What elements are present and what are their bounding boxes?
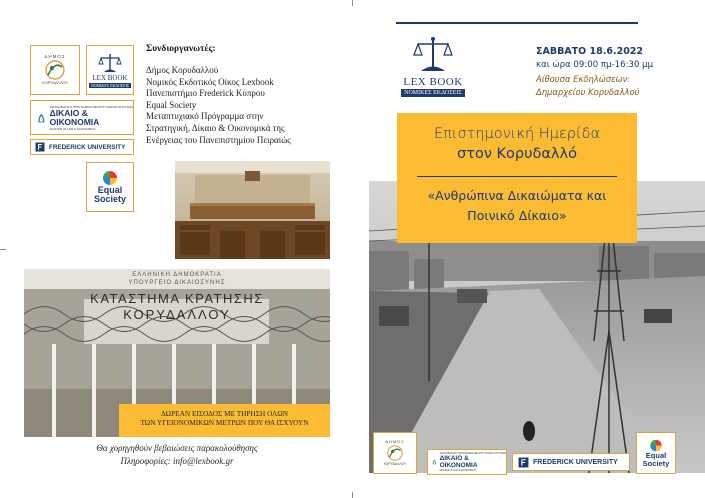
dikaio-small-text: ΔΙΑΤΜΗΜΑΤΙΚΟ ΠΡΟΓΡΑΜΜΑ ΜΕΤΑΠΤΥΧΙΑΚΩΝ ΣΠΟΥΔΩΝ: [49, 104, 133, 109]
frederick-emblem-icon: [35, 142, 45, 152]
dikaio-small-text: ΔΙΑΤΜΗΜΑΤΙΚΟ ΠΡΟΓΡΑΜΜΑ ΜΕΤΑΠΤΥΧΙΑΚΩΝ ΣΠΟΥΔΩΝ: [439, 452, 506, 455]
lexbook-name-large: LEX BOOK: [403, 76, 463, 88]
crop-mark: [352, 0, 353, 6]
dikaio-subtitle: MASTER IN LAW & ECONOMICS: [439, 469, 477, 472]
scales-of-justice-icon: [97, 52, 123, 74]
free-entry-banner: [119, 404, 330, 437]
dimos-logo-top-text: ΔΗΜΟΣ: [44, 54, 66, 59]
title-divider: [417, 176, 617, 177]
equal-line1: Equal: [645, 450, 667, 460]
organizer-line: Πανεπιστήμιο Frederick Κύπρου: [146, 88, 265, 99]
lexbook-name: LEX BOOK: [92, 74, 128, 82]
leaf-icon: [40, 59, 70, 81]
scales-of-justice-icon: [413, 36, 453, 74]
frederick-university-logo-small: [512, 453, 630, 471]
event-subtitle-line1: «Ανθρώπινα Δικαιώματα και: [427, 188, 607, 203]
organizer-line: Δήμος Κορυδαλλού: [146, 65, 219, 75]
frederick-university-logo: [30, 139, 134, 155]
dikaio-subtitle: MASTER IN LAW & ECONOMICS: [49, 126, 96, 131]
dimos-logo-top-text: ΔΗΜΟΣ: [385, 439, 405, 444]
organizer-line: Equal Society: [146, 99, 197, 110]
certificates-note: Θα χορηγηθούν βεβαιώσεις παρακολούθησης: [96, 443, 258, 453]
lexbook-logo-large: [400, 36, 466, 110]
free-entry-line1: ΔΩΡΕΑΝ ΕΙΣΟΔΟΣ ΜΕ ΤΗΡΗΣΗ ΟΛΩΝ: [160, 409, 289, 418]
frederick-name: FREDERICK UNIVERSITY: [533, 458, 618, 466]
equal-society-emblem-icon: [99, 170, 121, 186]
event-date: ΣΑΒΒΑΤΟ 18.6.2022: [536, 46, 644, 57]
prison-sign-subline2: ΥΠΟΥΡΓΕΙΟ ΔΙΚΑΙΟΣΥΝΗΣ: [128, 280, 226, 286]
equal-line2: Society: [93, 194, 126, 204]
top-rule: [396, 22, 638, 24]
dimos-korydallou-logo: [30, 45, 80, 95]
info-contact: Πληροφορίες: info@lexbook.gr: [120, 456, 234, 466]
dikaio-line1: ΔΙΚΑΙΟ &: [49, 107, 88, 118]
equal-society-logo: [86, 162, 134, 212]
organizer-line: Νομικός Εκδοτικός Οίκος Lexbook: [146, 76, 274, 87]
frederick-name: FREDERICK UNIVERSITY: [49, 143, 126, 151]
event-time: και ώρα 09:00 πμ-16:30 μμ: [536, 60, 654, 70]
organizers-heading: Συνδιοργανωτές:: [146, 44, 216, 54]
equal-line2: Society: [642, 458, 670, 468]
dikaio-line2: ΟΙΚΟΝΟΜΙΑ: [49, 116, 100, 127]
free-entry-line2: ΤΩΝ ΥΓΕΙΟΝΟΜΙΚΩΝ ΜΕΤΡΩΝ ΠΟΥ ΘΑ ΙΣΧΥΟΥΝ: [140, 418, 309, 427]
equal-line1: Equal: [97, 185, 123, 195]
organizer-line: Ενέργειας του Πανεπιστημίου Πειραιώς: [146, 134, 291, 145]
dikaio-line2: ΟΙΚΟΝΟΜΙΑ: [439, 462, 478, 469]
pillar-icon: [432, 453, 437, 471]
dikaio-oikonomia-logo: [30, 100, 134, 135]
event-title-line2: στον Κορυδαλλό: [457, 146, 577, 162]
lexbook-logo: [86, 45, 134, 95]
dimos-korydallou-logo-small: [373, 432, 417, 474]
dikaio-oikonomia-logo-small: [427, 449, 507, 475]
prison-sign-subline1: ΕΛΛΗΝΙΚΗ ΔΗΜΟΚΡΑΤΙΑ: [132, 272, 222, 278]
courtroom-photo: [175, 161, 330, 259]
lexbook-subtitle: ΝΟΜΙΚΕΣ ΕΚΔΟΣΕΙΣ: [90, 83, 130, 88]
crop-mark: [0, 249, 6, 250]
frederick-emblem-icon: [518, 457, 529, 468]
organizers-block: [146, 44, 346, 146]
dimos-logo-bottom-text: ΚΟΡΥΔΑΛΛΟΥ: [383, 462, 407, 466]
pillar-icon: [37, 106, 46, 130]
title-block: [397, 113, 637, 243]
event-venue-label: Αίθουσα Εκδηλώσεων:: [536, 74, 631, 84]
lexbook-subtitle-large: ΝΟΜΙΚΕΣ ΕΚΔΟΣΕΙΣ: [401, 89, 465, 97]
equal-society-emblem-icon: [647, 439, 665, 452]
prison-sign-main2: ΚΟΡΥΔΑΛΛΟΥ: [123, 307, 231, 322]
event-title-line1: Επιστημονική Ημερίδα: [433, 126, 601, 142]
dimos-logo-bottom-text: ΚΟΡΥΔΑΛΛΟΥ: [42, 81, 68, 85]
prison-photo: [24, 269, 330, 437]
leaf-icon: [383, 444, 407, 462]
event-subtitle-line2: Ποινικό Δίκαιο»: [467, 208, 567, 223]
organizer-line: Μεταπτυχιακό Πρόγραμμα στην: [146, 111, 264, 122]
equal-society-logo-small: [636, 432, 676, 474]
event-venue: Δημαρχείου Κορυδαλλού: [536, 87, 640, 97]
dikaio-line1: ΔΙΚΑΙΟ &: [439, 455, 469, 462]
crop-mark: [352, 492, 353, 498]
prison-sign-main1: ΚΑΤΑΣΤΗΜΑ ΚΡΑΤΗΣΗΣ: [90, 291, 264, 306]
organizer-line: Στρατηγική, Δίκαιο & Οικονομικά της: [146, 122, 285, 133]
